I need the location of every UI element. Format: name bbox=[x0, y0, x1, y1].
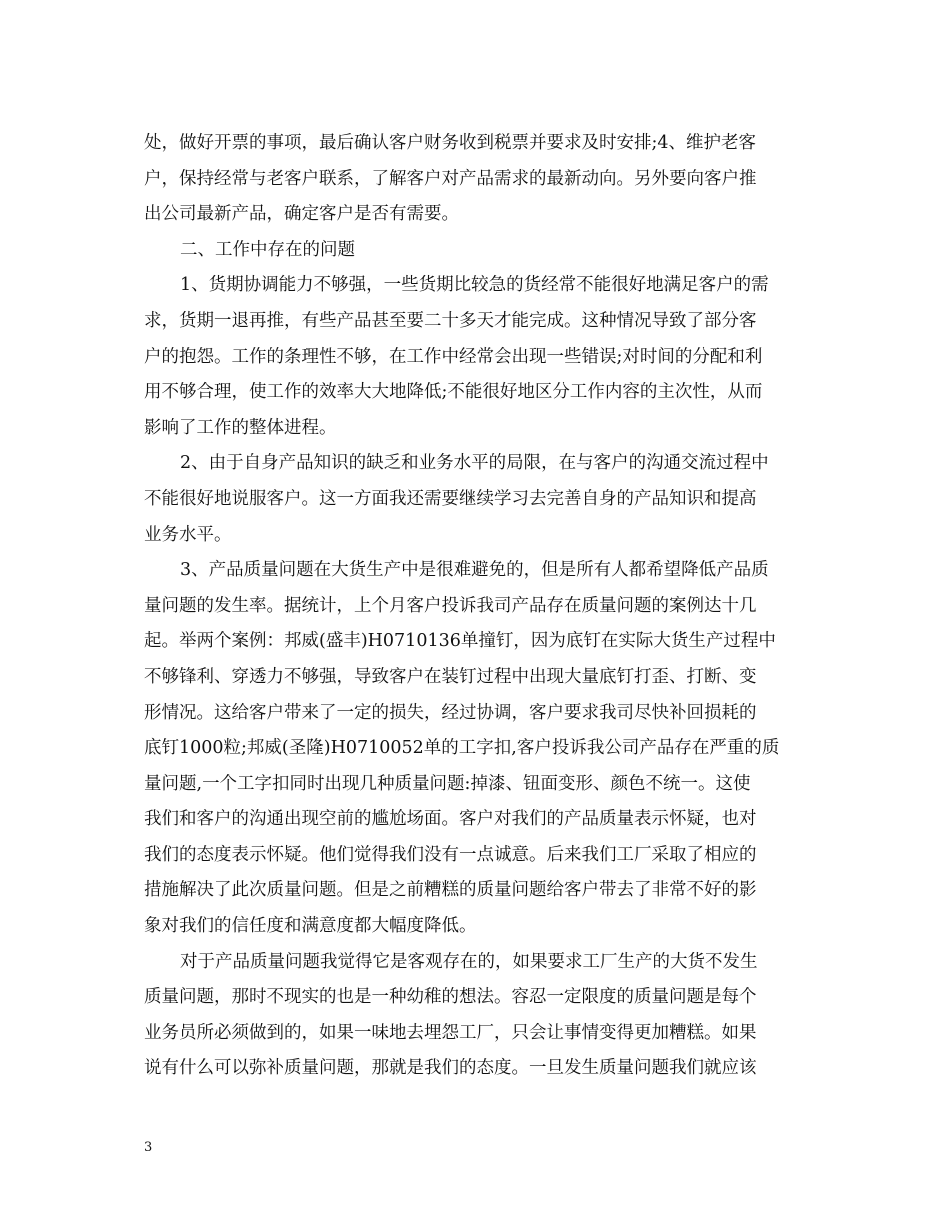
text-line: 户的抱怨。工作的条理性不够，在工作中经常会出现一些错误;对时间的分配和利 bbox=[144, 346, 763, 367]
document-body bbox=[144, 126, 804, 1087]
text-line: 我们的态度表示怀疑。他们觉得我们没有一点诚意。后来我们工厂采取了相应的 bbox=[144, 844, 757, 865]
text-line: 质量问题，那时不现实的也是一种幼稚的想法。容忍一定限度的质量问题是每个 bbox=[144, 987, 757, 1008]
text-line: 对于产品质量问题我觉得它是客观存在的，如果要求工厂生产的大货不发生 bbox=[180, 951, 758, 972]
text-line: 量问题的发生率。据统计，上个月客户投诉我司产品存在质量问题的案例达十几 bbox=[144, 595, 757, 616]
text-line: 起。举两个案例：邦威(盛丰)H0710136单撞钉，因为底钉在实际大货生产过程中 bbox=[144, 631, 776, 652]
text-line: 求，货期一退再推，有些产品甚至要二十多天才能完成。这种情况导致了部分客 bbox=[144, 310, 757, 331]
text-line: 用不够合理，使工作的效率大大地降低;不能很好地区分工作内容的主次性，从而 bbox=[144, 382, 763, 403]
text-line: 说有什么可以弥补质量问题，那就是我们的态度。一旦发生质量问题我们就应该 bbox=[144, 1058, 757, 1079]
text-line: 不能很好地说服客户。这一方面我还需要继续学习去完善自身的产品知识和提高 bbox=[144, 488, 757, 509]
text-line: 措施解决了此次质量问题。但是之前糟糕的质量问题给客户带去了非常不好的影 bbox=[144, 880, 757, 901]
text-line: 象对我们的信任度和满意度都大幅度降低。 bbox=[144, 916, 477, 937]
text-line: 户，保持经常与老客户联系，了解客户对产品需求的最新动向。另外要向客户推 bbox=[144, 168, 757, 189]
text-line: 2、由于自身产品知识的缺乏和业务水平的局限，在与客户的沟通交流过程中 bbox=[180, 453, 769, 474]
page-number: 3 bbox=[144, 1140, 153, 1155]
text-line: 我们和客户的沟通出现空前的尴尬场面。客户对我们的产品质量表示怀疑，也对 bbox=[144, 809, 757, 830]
text-line: 1、货期协调能力不够强，一些货期比较急的货经常不能很好地满足客户的需 bbox=[180, 275, 769, 296]
text-line: 影响了工作的整体进程。 bbox=[144, 417, 337, 438]
text-line: 处，做好开票的事项，最后确认客户财务收到税票并要求及时安排;4、维护老客 bbox=[144, 133, 757, 153]
text-line: 底钉1000粒;邦威(圣隆)H0710052单的工字扣,客户投诉我公司产品存在严重的质 bbox=[144, 738, 780, 759]
text-line: 形情况。这给客户带来了一定的损失，经过协调，客户要求我司尽快补回损耗的 bbox=[144, 702, 757, 723]
text-line: 出公司最新产品，确定客户是否有需要。 bbox=[144, 204, 459, 225]
text-line: 量问题,一个工字扣同时出现几种质量问题:掉漆、钮面变形、颜色不统一。这使 bbox=[144, 773, 751, 794]
section-heading: 二、工作中存在的问题 bbox=[180, 239, 355, 260]
text-line: 不够锋利、穿透力不够强，导致客户在装钉过程中出现大量底钉打歪、打断、变 bbox=[144, 666, 757, 687]
text-line: 3、产品质量问题在大货生产中是很难避免的，但是所有人都希望降低产品质 bbox=[180, 560, 769, 581]
text-line: 业务水平。 bbox=[144, 524, 232, 545]
text-line: 业务员所必须做到的，如果一味地去埋怨工厂，只会让事情变得更加糟糕。如果 bbox=[144, 1022, 757, 1043]
